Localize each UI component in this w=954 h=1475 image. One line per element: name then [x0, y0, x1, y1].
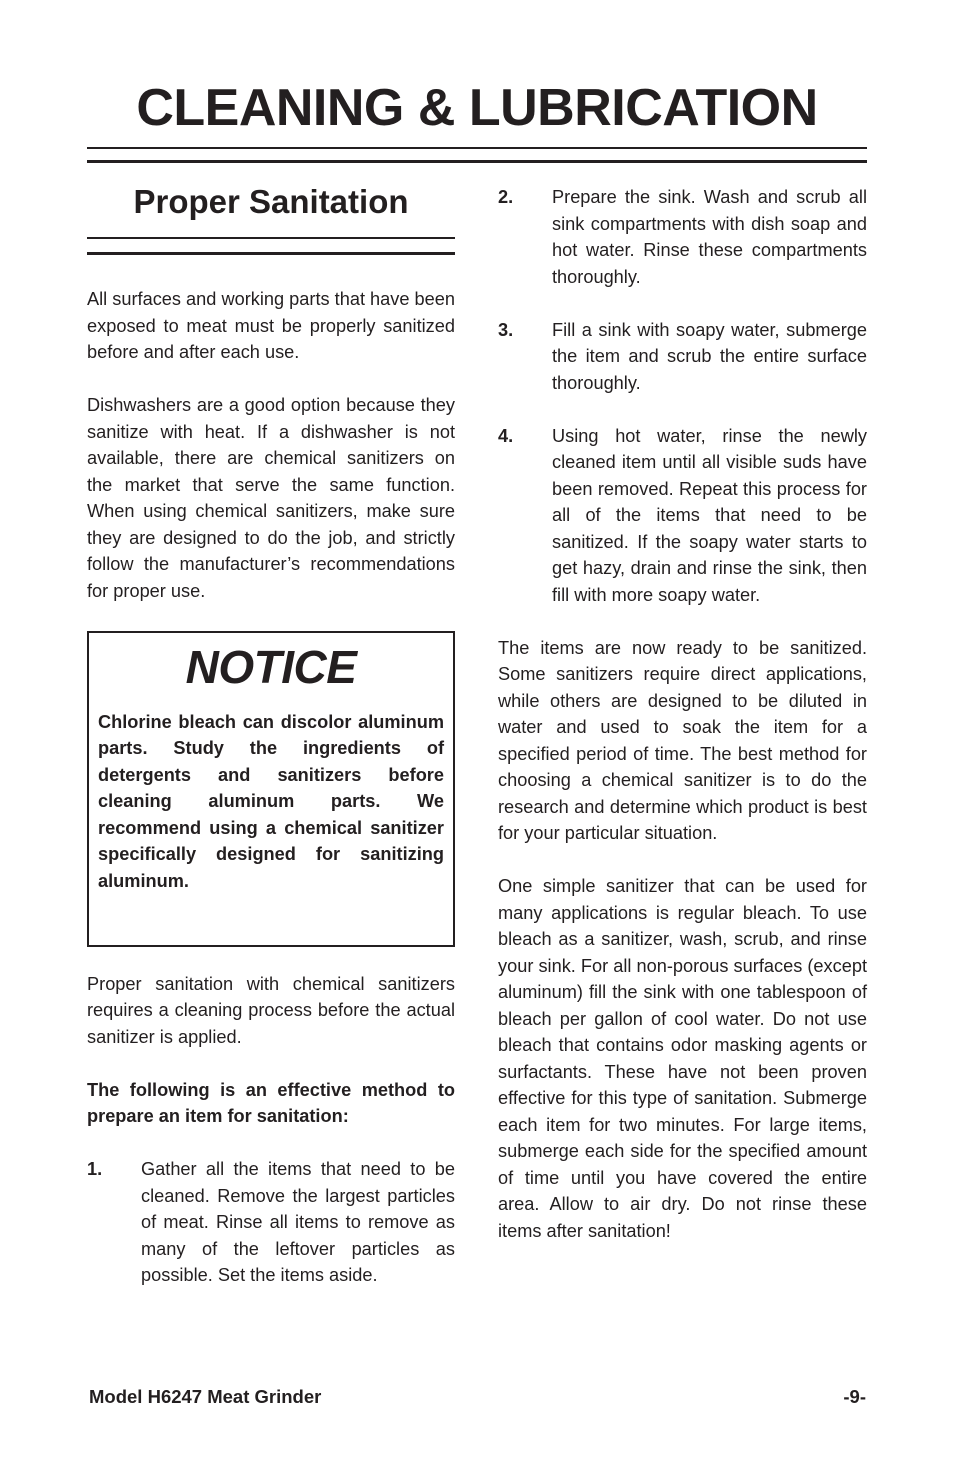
- step-text: Fill a sink with soapy water, submerge the item and scrub the entire surface thoroughly.: [552, 319, 867, 393]
- step-text: Prepare the sink. Wash and scrub all sink compartments with dish soap and hot water. Rinse these compartments thoroughly.: [552, 187, 867, 287]
- footer-page-number: -9-: [843, 1386, 866, 1407]
- step-number: 1.: [87, 1159, 103, 1179]
- intro-paragraph: All surfaces and working parts that have been exposed to meat must be properly sanitized before and after each use.: [87, 289, 456, 362]
- step-number: 3.: [498, 319, 514, 340]
- step-text: Gather all the items that need to be cleaned. Remove the largest particles of meat. Rinse all items to remove as many of the leftover particles as possible. Set the items aside.: [141, 1159, 455, 1285]
- step-item: [498, 317, 867, 397]
- step-number: 4.: [498, 425, 514, 446]
- section-title: Proper Sanitation: [133, 183, 409, 220]
- section-rule-bottom: [87, 252, 455, 255]
- step-item: [498, 423, 867, 609]
- notice-text: Chlorine bleach can discolor aluminum parts. Study the ingredients of detergents and sanitizers before cleaning aluminum parts. We recommend using a chemical sanitizer specifically designed for sanitizing aluminum.: [98, 711, 444, 891]
- page-title: CLEANING & LUBRICATION: [136, 79, 818, 137]
- notice-title: NOTICE: [185, 640, 357, 693]
- title-rule-bottom: [87, 160, 867, 163]
- step-text: Using hot water, rinse the newly cleaned item until all visible suds have been removed. Repeat this process for all of the items that need to be sanitized. If the soapy water starts to get hazy, drain and rinse the sink, then fill with more soapy water.: [552, 425, 867, 605]
- sanitation-paragraph: Proper sanitation with chemical sanitizers requires a cleaning process before the actual sanitizer is applied.: [87, 973, 455, 1047]
- step-number: 2.: [498, 187, 514, 207]
- method-intro: The following is an effective method to prepare an item for sanitation:: [87, 1079, 455, 1126]
- notice-box: [87, 631, 455, 947]
- step-item: [498, 184, 867, 290]
- section-rule-top: [87, 237, 455, 239]
- right-column: [498, 184, 867, 1271]
- bleach-paragraph: One simple sanitizer that can be used for many applications is regular bleach. To use bleach as a sanitizer, wash, scrub, and rinse your sink. For all non-porous surfaces (except aluminum) fill the sink with one tablespoon of bleach per gallon of cool water. Do not use bleach that contains odor masking agents or surfactants. These have not been proven effective for this type of sanitation. Submerge each item for two minutes. For large items, submerge each side for the specified amount of time until you have covered the entire area. Allow to air dry. Do not rinse these items after sanitation!: [498, 876, 867, 1241]
- left-column: [87, 286, 455, 1315]
- step-item: [87, 1156, 455, 1289]
- ready-paragraph: The items are now ready to be sanitized. Some sanitizers require direct applications, while others are designed to be diluted in water and used to soak the item for a specified period of time. The best method for choosing a chemical sanitizer is to do the research and determine which product is best for your particular situation.: [498, 637, 867, 843]
- title-rule-top: [87, 147, 867, 149]
- dishwasher-paragraph: Dishwashers are a good option because they sanitize with heat. If a dishwasher is not available, there are chemical sanitizers on the market that serve the same function. When using chemical sanitizers, make sure they are designed to do the job, and strictly follow the manufacturer’s recommendations for proper use.: [87, 395, 455, 601]
- footer-model: Model H6247 Meat Grinder: [89, 1386, 322, 1407]
